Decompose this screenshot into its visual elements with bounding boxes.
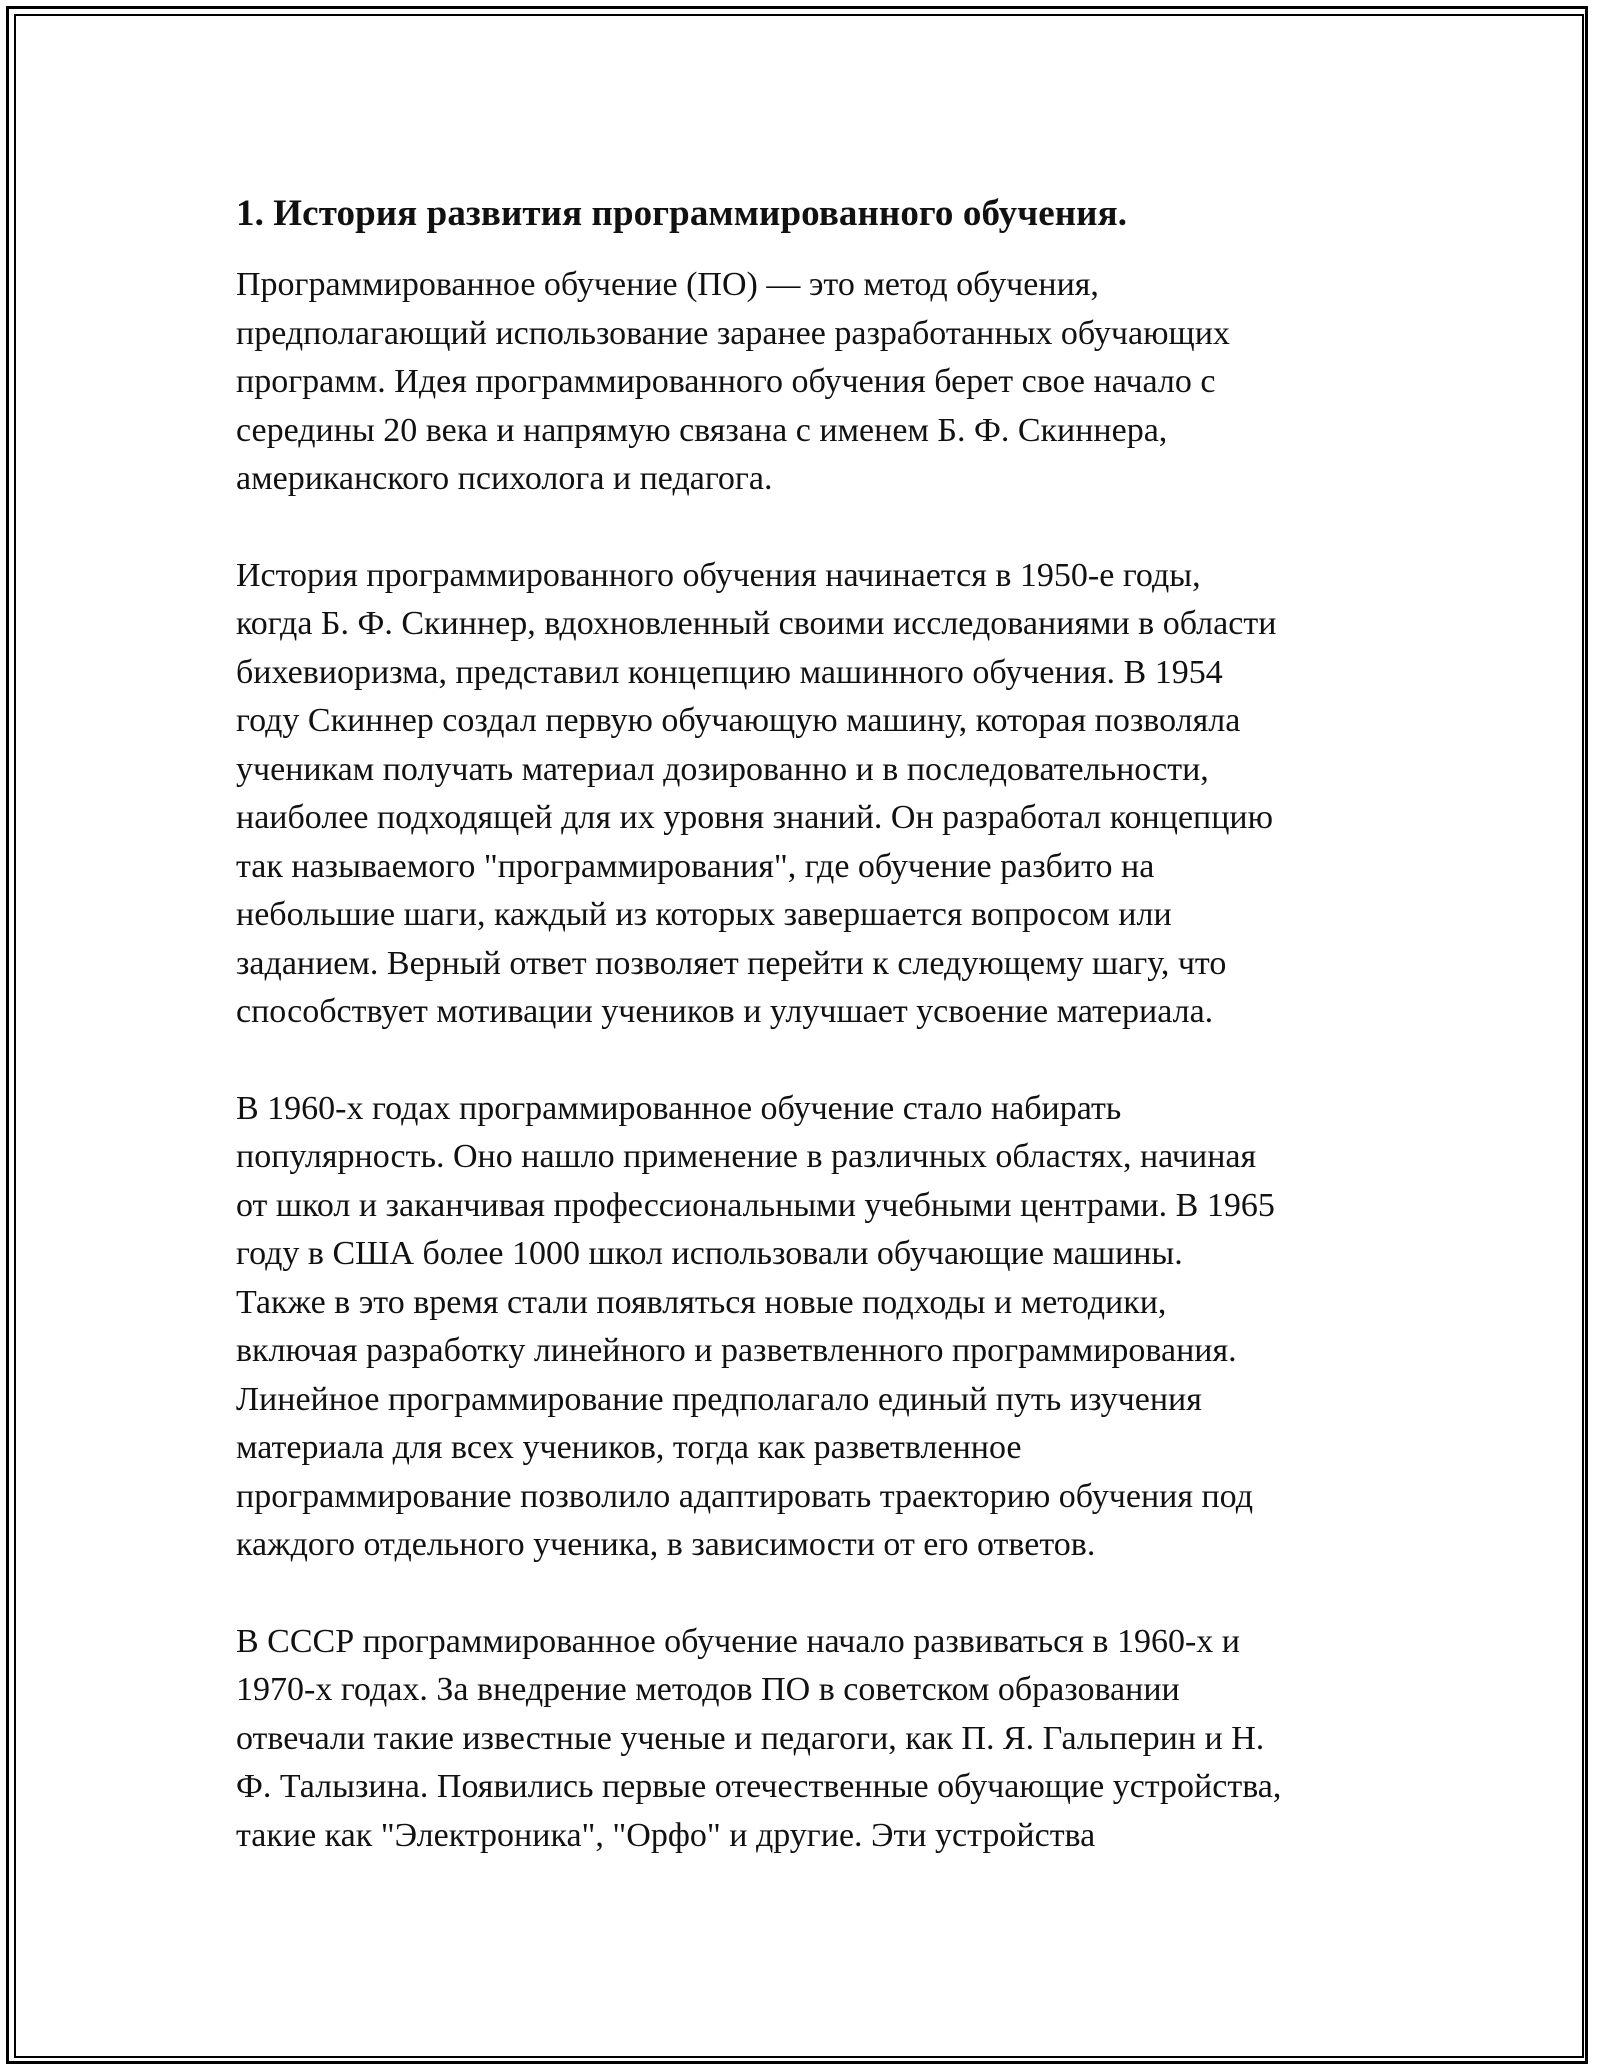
- section-heading: 1. История развития программированного обучения.: [236, 193, 1128, 234]
- document-body: [236, 188, 1376, 1908]
- paragraph-intro: Программированное обучение (ПО) — это метод обучения, предполагающий использование заранее разработанных обучающих программ. Идея программированного обучения берет свое начало с середины 20 века и напрямую связана с именем Б. Ф. Скиннера, американского психолога и педагога.: [236, 266, 1230, 497]
- paragraph-1960s: В 1960-х годах программированное обучение стало набирать популярность. Оно нашло применение в различных областях, начиная от школ и заканчивая профессиональными учебными центрами. В 1965 году в США более 1000 школ использовали обучающие машины. Также в это время стали появляться новые подходы и методики, включая разработку линейного и разветвленного программирования. Линейное программирование предполагало единый путь изучения материала для всех учеников, тогда как разветвленное программирование позволило адаптировать траекторию обучения под каждого отдельного ученика, в зависимости от его ответов.: [236, 1089, 1275, 1563]
- paragraph-ussr: В СССР программированное обучение начало развиваться в 1960-х и 1970-х годах. За внедрение методов ПО в советском образовании отвечали такие известные ученые и педагоги, как П. Я. Гальперин и Н. Ф. Талызина. Появились первые отечественные обучающие устройства, такие как "Электроника", "Орфо" и другие. Эти устройства: [236, 1622, 1282, 1854]
- paragraph-1950s: История программированного обучения начинается в 1950-е годы, когда Б. Ф. Скиннер, вдохновленный своими исследованиями в области бихевиоризма, представил концепцию машинного обучения. В 1954 году Скиннер создал первую обучающую машину, которая позволяла ученикам получать материал дозированно и в последовательности, наиболее подходящей для их уровня знаний. Он разработал концепцию так называемого "программирования", где обучение разбито на небольшие шаги, каждый из которых завершается вопросом или заданием. Верный ответ позволяет перейти к следующему шагу, что способствует мотивации учеников и улучшает усвоение материала.: [236, 556, 1277, 1030]
